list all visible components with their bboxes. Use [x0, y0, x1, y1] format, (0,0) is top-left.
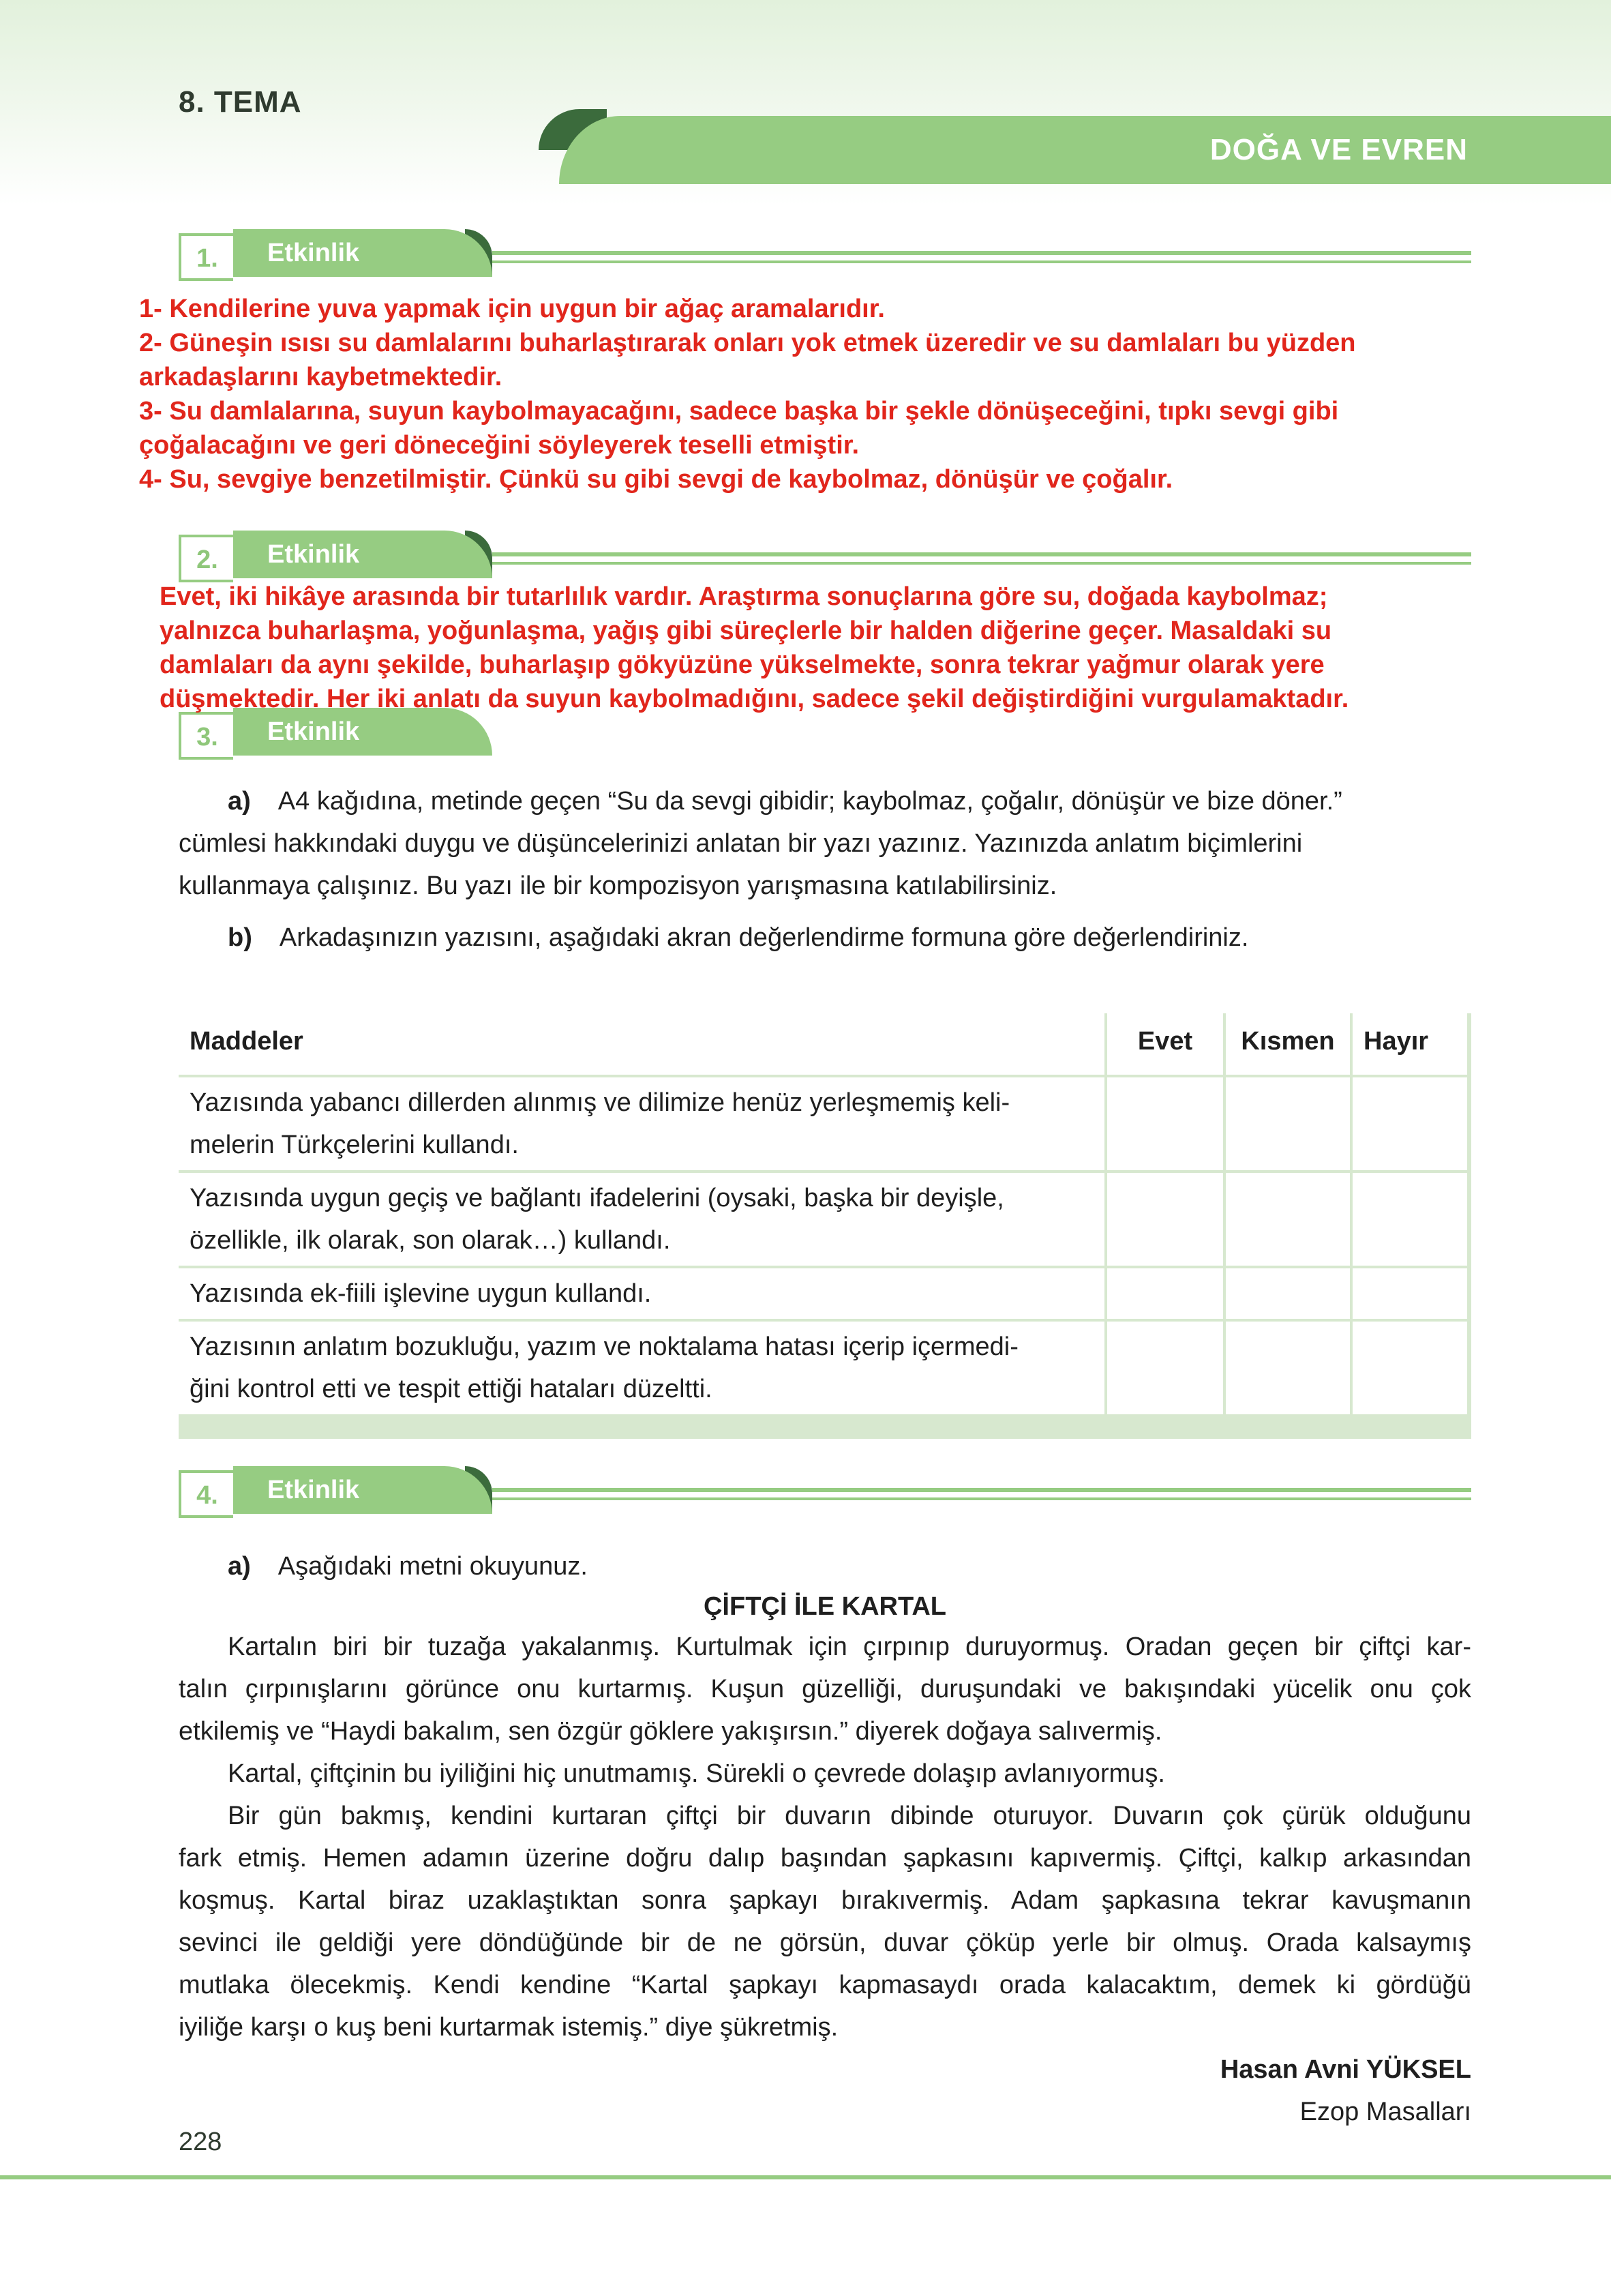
column-header: Kısmen [1223, 1013, 1350, 1075]
story-source: Ezop Masalları [1299, 2098, 1471, 2126]
story-line: talın çırpınışlarını görünce onu kurtarmış. Kuşun güzelliği, duruşundaki ve bakışındaki yücelik onu çok [179, 1675, 1471, 1703]
kismen-cell[interactable] [1223, 1319, 1350, 1414]
divider [492, 562, 1471, 565]
activity-1-header [179, 229, 1471, 284]
column-header: Evet [1104, 1013, 1223, 1075]
text-line: kullanmaya çalışınız. Bu yazı ile bir kompozisyon yarışmasına katılabilirsiniz. [179, 871, 1057, 900]
divider [492, 1488, 1471, 1492]
story-line: etkilemiş ve “Haydi bakalım, sen özgür göklere yakışırsın.” diyerek doğaya salıvermiş. [179, 1717, 1162, 1746]
criterion-cell [179, 1170, 1104, 1266]
divider [492, 1497, 1471, 1500]
divider [492, 251, 1471, 255]
story-line: Kartal, çiftçinin bu iyiliğini hiç unutmamış. Sürekli o çevrede dolaşıp avlanıyormuş. [228, 1759, 1165, 1788]
activity-4-content [179, 1545, 1471, 2133]
cell-line: Yazısında ek-fiili işlevine uygun kullandı. [190, 1279, 652, 1308]
peer-evaluation-table [179, 1013, 1467, 1414]
cell-line: ğini kontrol etti ve tespit ettiği hataları düzeltti. [190, 1375, 712, 1403]
answer-line: 4- Su, sevgiye benzetilmiştir. Çünkü su gibi sevgi de kaybolmaz, dönüşür ve çoğalır. [139, 465, 1173, 494]
criterion-cell [179, 1319, 1104, 1414]
item-label: a) [228, 1552, 251, 1581]
activity-label: Etkinlik [233, 708, 492, 756]
activity-1-answers [139, 292, 1356, 496]
story-author: Hasan Avni YÜKSEL [1220, 2055, 1471, 2084]
text-line: Aşağıdaki metni okuyunuz. [277, 1552, 588, 1581]
table-header-row [179, 1013, 1467, 1075]
activity-3-instructions [179, 780, 1471, 959]
theme-title: 8. TEMA [179, 85, 302, 119]
activity-3-header [179, 708, 1471, 762]
answer-line: yalnızca buharlaşma, yoğunlaşma, yağış gibi süreçlerle bir halden diğerine geçer. Masaldaki su [160, 616, 1332, 645]
story-line: Kartalın biri bir tuzağa yakalanmış. Kurtulmak için çırpınıp duruyormuş. Oradan geçen bir çiftçi kar- [228, 1632, 1471, 1661]
activity-label: Etkinlik [233, 531, 492, 578]
evet-cell[interactable] [1104, 1319, 1223, 1414]
text-line: A4 kağıdına, metinde geçen “Su da sevgi gibidir; kaybolmaz, çoğalır, dönüşür ve bize döner.” [277, 787, 1342, 816]
table-row [179, 1319, 1467, 1414]
column-header: Hayır [1350, 1013, 1467, 1075]
activity-4-header [179, 1466, 1471, 1521]
divider [492, 552, 1471, 556]
text-line: cümlesi hakkındaki duygu ve düşüncelerinizi anlatan bir yazı yazınız. Yazınızda anlatım biçimlerini [179, 829, 1303, 858]
story-line: iyiliğe karşı o kuş beni kurtarmak istemiş.” diye şükretmiş. [179, 2013, 839, 2042]
activity-label: Etkinlik [233, 229, 492, 277]
hayir-cell[interactable] [1350, 1266, 1467, 1319]
activity-2-answer [160, 580, 1349, 716]
kismen-cell[interactable] [1223, 1075, 1350, 1170]
hayir-cell[interactable] [1350, 1319, 1467, 1414]
text-line: Arkadaşınızın yazısını, aşağıdaki akran değerlendirme formuna göre değerlendiriniz. [279, 923, 1249, 952]
cell-line: Yazısında yabancı dillerden alınmış ve dilimize henüz yerleşmemiş keli- [190, 1088, 1010, 1117]
item-b [179, 916, 1471, 959]
table-row [179, 1075, 1467, 1170]
evet-cell[interactable] [1104, 1170, 1223, 1266]
activity-label: Etkinlik [233, 1466, 492, 1514]
story-line: sevinci ile geldiği yere döndüğünde bir de ne görsün, duvar çöküp yerle bir olmuş. Orada kalsaymış [179, 1928, 1471, 1957]
activity-number: 1. [179, 233, 233, 281]
evet-cell[interactable] [1104, 1075, 1223, 1170]
cell-line: özellikle, ilk olarak, son olarak…) kullandı. [190, 1226, 671, 1255]
activity-2-header [179, 531, 1471, 585]
item-label: a) [228, 787, 251, 816]
answer-line: 1- Kendilerine yuva yapmak için uygun bir ağaç aramalarıdır. [139, 295, 885, 323]
cell-line: Yazısında uygun geçiş ve bağlantı ifadelerini (oysaki, başka bir deyişle, [190, 1184, 1004, 1212]
activity-number: 3. [179, 712, 233, 760]
answer-line: arkadaşlarını kaybetmektedir. [139, 363, 502, 391]
item-a [179, 1545, 1471, 1587]
hayir-cell[interactable] [1350, 1170, 1467, 1266]
page-number: 228 [179, 2128, 222, 2156]
answer-line: damlaları da aynı şekilde, buharlaşıp gökyüzüne yükselmekte, sonra tekrar yağmur olarak yere [160, 651, 1325, 679]
column-header: Maddeler [179, 1013, 1104, 1075]
story-title: ÇİFTÇİ İLE KARTAL [703, 1592, 947, 1621]
activity-number: 2. [179, 535, 233, 582]
story-line: mutlaka ölecekmiş. Kendi kendine “Kartal şapkayı kapmasaydı orada kalacaktım, demek ki gördüğü [179, 1971, 1471, 1999]
criterion-cell [179, 1075, 1104, 1170]
criterion-cell [179, 1266, 1104, 1319]
table-row [179, 1266, 1467, 1319]
unit-title: DOĞA VE EVREN [1209, 133, 1468, 166]
activity-number: 4. [179, 1470, 233, 1518]
cell-line: melerin Türkçelerini kullandı. [190, 1131, 519, 1159]
kismen-cell[interactable] [1223, 1170, 1350, 1266]
divider [492, 260, 1471, 263]
story-line: Bir gün bakmış, kendini kurtaran çiftçi bir duvarın dibinde oturuyor. Duvarın çok çürük olduğunu [228, 1802, 1471, 1830]
answer-line: 2- Güneşin ısısı su damlalarını buharlaştırarak onları yok etmek üzeredir ve su damlaları bu yüzden [139, 329, 1356, 357]
cell-line: Yazısının anlatım bozukluğu, yazım ve noktalama hatası içerip içermedi- [190, 1332, 1019, 1361]
answer-line: 3- Su damlalarına, suyun kaybolmayacağını, sadece başka bir şekle dönüşeceğini, tıpkı sevgi gibi [139, 397, 1339, 426]
evet-cell[interactable] [1104, 1266, 1223, 1319]
footer-line [0, 2175, 1611, 2179]
item-a [179, 780, 1471, 822]
answer-line: düşmektedir. Her iki anlatı da suyun kaybolmadığını, sadece şekil değiştirdiğini vurgulamaktadır. [160, 685, 1349, 713]
story-line: fark etmiş. Hemen adamın üzerine doğru dalıp başından şapkasını kapıvermiş. Çiftçi, kalkıp arkasından [179, 1844, 1471, 1873]
story-line: koşmuş. Kartal biraz uzaklaştıktan sonra şapkayı bırakıvermiş. Adam şapkasına tekrar kavuşmanın [179, 1886, 1471, 1915]
item-label: b) [228, 923, 252, 952]
kismen-cell[interactable] [1223, 1266, 1350, 1319]
answer-line: çoğalacağını ve geri döneceğini söyleyerek teselli etmiştir. [139, 431, 860, 460]
table-row [179, 1170, 1467, 1266]
answer-line: Evet, iki hikâye arasında bir tutarlılık vardır. Araştırma sonuçlarına göre su, doğada kaybolmaz; [160, 582, 1328, 611]
hayir-cell[interactable] [1350, 1075, 1467, 1170]
